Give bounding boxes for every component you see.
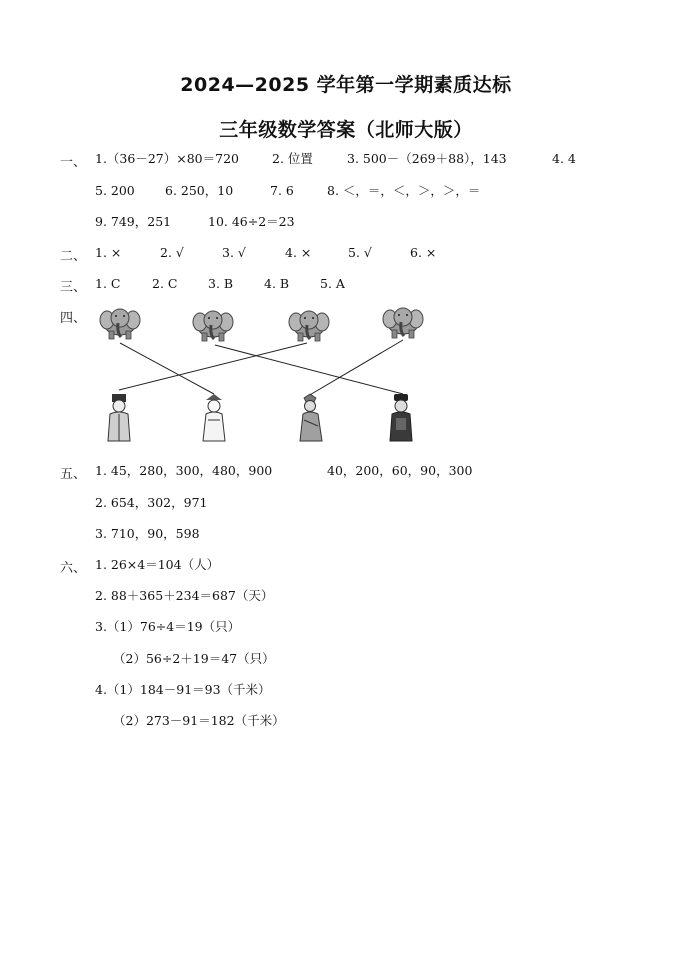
elephant-icon <box>383 308 423 338</box>
answer-1-9: 9. 749，251 <box>95 214 172 229</box>
answer-5-1a: 1. 45，280，300，480，900 <box>95 463 273 478</box>
answer-1-8: 8. ＜，＝，＜，＞，＞，＝ <box>327 183 481 198</box>
answer-2-4: 4. × <box>285 245 312 260</box>
answer-1-2: 2. 位置 <box>272 151 313 166</box>
answer-2-2: 2. √ <box>160 245 184 260</box>
elephant-icon <box>193 311 233 341</box>
answer-3-2: 2. C <box>152 276 178 291</box>
answer-6-3-1: 3.（1）76÷4＝19（只） <box>95 619 241 634</box>
answer-2-3: 3. √ <box>222 245 246 260</box>
answer-6-4-2: （2）273－91＝182（千米） <box>113 713 285 728</box>
official-figure-icon <box>390 394 412 441</box>
answer-6-4-1: 4.（1）184－91＝93（千米） <box>95 682 271 697</box>
scholar-figure-icon <box>203 394 225 441</box>
elephant-icon <box>100 309 140 339</box>
section-number-1: 一、 <box>60 155 87 170</box>
answer-1-4: 4. 4 <box>552 151 576 166</box>
match-line <box>119 343 307 390</box>
section-number-3: 三、 <box>60 280 87 295</box>
answer-3-4: 4. B <box>264 276 290 291</box>
match-line <box>308 340 403 396</box>
answer-2-1: 1. × <box>95 245 122 260</box>
section-number-5: 五、 <box>60 467 87 482</box>
scholar-figure-icon <box>108 394 130 441</box>
answer-3-3: 3. B <box>208 276 234 291</box>
page-title-line-2: 三年级数学答案（北师大版） <box>219 119 473 141</box>
answer-5-3: 3. 710，90，598 <box>95 526 200 541</box>
page-title-line-1: 2024—2025 学年第一学期素质达标 <box>180 74 512 96</box>
section-number-4: 四、 <box>60 311 87 326</box>
answer-6-2: 2. 88＋365＋234＝687（天） <box>95 588 274 603</box>
answer-5-1b: 40，200，60，90，300 <box>327 463 473 478</box>
match-line <box>215 345 403 394</box>
elephant-icon <box>289 311 329 341</box>
answer-1-1: 1.（36－27）×80＝720 <box>95 151 239 166</box>
answer-6-3-2: （2）56÷2＋19＝47（只） <box>113 651 275 666</box>
section-number-6: 六、 <box>60 561 87 576</box>
answer-1-6: 6. 250，10 <box>165 183 234 198</box>
section-number-2: 二、 <box>60 249 87 264</box>
answer-3-5: 5. A <box>320 276 345 291</box>
answer-2-6: 6. × <box>410 245 437 260</box>
answer-5-2: 2. 654，302，971 <box>95 495 208 510</box>
answer-3-1: 1. C <box>95 276 121 291</box>
answer-1-3: 3. 500－（269＋88），143 <box>347 151 507 166</box>
answer-2-5: 5. √ <box>348 245 372 260</box>
warrior-figure-icon <box>300 394 322 441</box>
answer-1-7: 7. 6 <box>270 183 294 198</box>
answer-1-10: 10. 46÷2＝23 <box>208 214 295 229</box>
answer-6-1: 1. 26×4＝104（人） <box>95 557 220 572</box>
answer-1-5: 5. 200 <box>95 183 135 198</box>
